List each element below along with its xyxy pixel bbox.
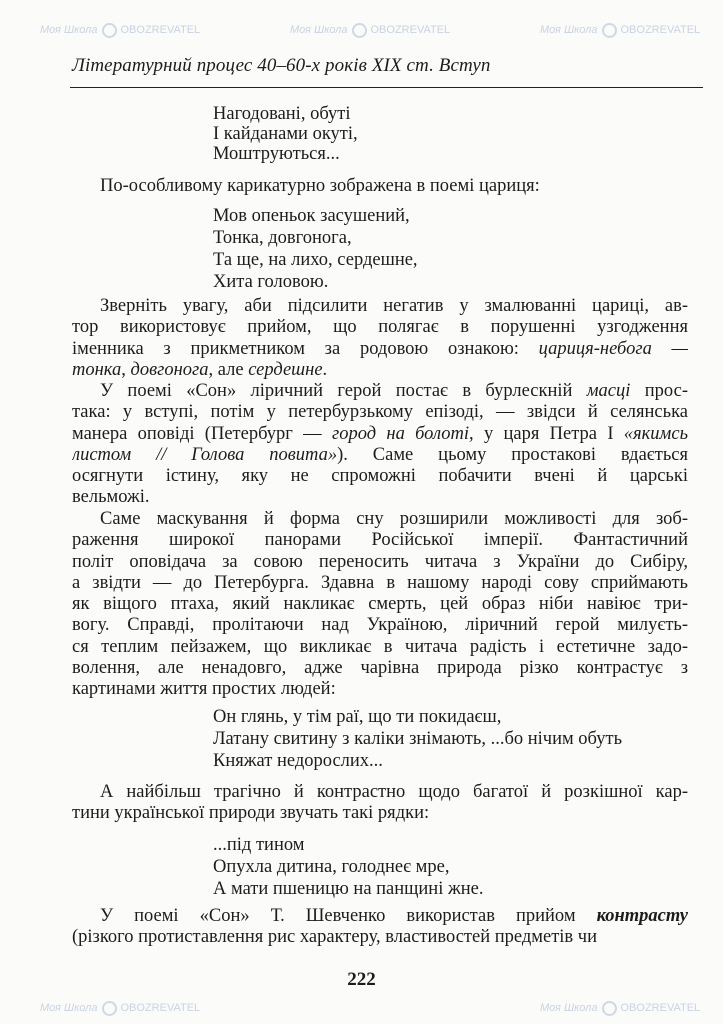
watermark-school: Моя Школа xyxy=(290,24,348,36)
watermark xyxy=(40,1000,200,1016)
verse-line xyxy=(213,124,358,144)
watermark-brand: OBOZREVATEL xyxy=(620,1002,701,1014)
watermark-school: Моя Школа xyxy=(540,24,598,36)
watermark-brand: OBOZREVATEL xyxy=(620,24,701,36)
text: ). Саме цьому простакові вдається xyxy=(337,444,688,465)
verse-line xyxy=(213,750,622,772)
poem-quote xyxy=(213,104,358,164)
text-line xyxy=(72,927,688,948)
text-line xyxy=(72,637,688,658)
text: політ оповідача за совою переносить читача з України до Сибіру, xyxy=(72,551,688,572)
watermark xyxy=(540,22,700,38)
verse-line xyxy=(213,271,418,293)
watermark-school: Моя Школа xyxy=(540,1002,598,1014)
text: прос- xyxy=(630,381,688,401)
text: така: у вступі, потім у петербурзькому епізоді, — звідси й селянська xyxy=(72,402,688,423)
text-line xyxy=(72,296,688,317)
verse-line xyxy=(213,834,484,856)
text: Нагодовані, обуті xyxy=(213,104,351,124)
text: осягнути істину, яку не спроможні побачити вчені й царські xyxy=(72,466,688,487)
text-line xyxy=(72,424,688,445)
verse-line xyxy=(213,249,418,271)
text: як віщого птаха, який накликає смерть, цей образ ніби навіює три- xyxy=(72,594,688,615)
watermark-brand: OBOZREVATEL xyxy=(120,1002,201,1014)
text: Та ще, на лихо, сердешне, xyxy=(213,250,418,270)
text-line xyxy=(72,803,688,824)
text-line xyxy=(72,906,688,927)
watermark xyxy=(40,22,200,38)
italic-text: довгонога xyxy=(130,359,209,380)
text: Тонка, довгонога, xyxy=(213,228,352,248)
text: а звідти — до Петербурга. Здавна в нашому народі сову сприймають xyxy=(72,572,688,593)
poem-quote xyxy=(213,706,622,772)
watermark-brand: OBOZREVATEL xyxy=(370,24,451,36)
italic-text: листом // Голова повита» xyxy=(72,444,338,465)
text-line xyxy=(72,530,688,551)
brand-logo-icon xyxy=(602,1001,617,1016)
poem-quote xyxy=(213,834,484,900)
text-line xyxy=(72,317,688,338)
text: манера оповіді (Петербург — xyxy=(72,423,332,444)
text-line xyxy=(72,658,688,679)
verse-line xyxy=(213,856,484,878)
brand-logo-icon xyxy=(352,23,367,38)
text-line xyxy=(72,381,688,402)
paragraph xyxy=(72,176,688,197)
text: тини української природи звучать такі рядки: xyxy=(72,803,430,824)
italic-text: сердешне xyxy=(248,359,323,380)
text: , але xyxy=(208,359,249,380)
text: Латану свитину з каліки знімають, ...бо нічим обуть xyxy=(213,729,623,749)
text: вогу. Справді, пролітаючи над Україною, ліричний герой милуєть- xyxy=(72,615,688,636)
text: Саме маскування й форма сну розширили можливості для зоб- xyxy=(100,509,688,529)
paragraph xyxy=(72,906,688,949)
text-line xyxy=(72,509,688,530)
text: раження широкої панорами Російської імперії. Фантастичний xyxy=(72,530,688,551)
italic-text: тонка xyxy=(72,359,122,380)
verse-line xyxy=(213,878,484,900)
paragraph xyxy=(72,296,688,381)
text: іменника з прикметником за родовою ознакою: xyxy=(72,338,539,359)
text: У поемі «Сон» Т. Шевченко використав прийом xyxy=(100,906,597,926)
text-line xyxy=(72,360,688,381)
text-line xyxy=(72,679,688,700)
watermark xyxy=(290,22,450,38)
text-line xyxy=(72,594,688,615)
text: Мов опеньок засушений, xyxy=(213,206,410,226)
verse-line xyxy=(213,205,418,227)
text: Княжат недорослих... xyxy=(213,751,383,771)
header-rule xyxy=(70,87,703,88)
text-line xyxy=(72,573,688,594)
paragraph xyxy=(72,381,688,509)
italic-text: цариця-небога — xyxy=(538,338,688,359)
text: (різкого протиставлення рис характеру, властивостей предметів чи xyxy=(72,927,597,948)
text: тор використовує прийом, що полягає в порушенні узгодження xyxy=(72,317,688,338)
italic-text: масці xyxy=(586,381,631,401)
text-line xyxy=(72,176,688,197)
bold-term: контрасту xyxy=(596,906,688,926)
text: картинами життя простих людей: xyxy=(72,679,336,700)
text: По-особливому карикатурно зображена в поемі цариця: xyxy=(100,176,540,196)
text: Опухла дитина, голоднеє мре, xyxy=(213,857,450,877)
text: , у царя Петра І xyxy=(469,423,624,444)
watermark-school: Моя Школа xyxy=(40,1002,98,1014)
text: Зверніть увагу, аби підсилити негатив у змалюванні цариці, ав- xyxy=(100,296,688,316)
text: Моштруються... xyxy=(213,144,340,164)
watermark-school: Моя Школа xyxy=(40,24,98,36)
text: вельможі. xyxy=(72,487,150,508)
text: волення, але ненадовго, адже чарівна природа різко контрастує з xyxy=(72,658,688,679)
text: ся теплим пейзажем, що викликає в читача радість і естетичне задо- xyxy=(72,636,688,657)
text-line xyxy=(72,487,688,508)
text: А мати пшеницю на панщині жне. xyxy=(213,879,484,899)
text-line xyxy=(72,782,688,803)
poem-quote xyxy=(213,205,418,293)
watermark-brand: OBOZREVATEL xyxy=(120,24,201,36)
brand-logo-icon xyxy=(102,23,117,38)
paragraph xyxy=(72,509,688,701)
running-header: Літературний процес 40–60-х років XIX ст. Вступ xyxy=(72,55,491,76)
text-line xyxy=(72,466,688,487)
text-line xyxy=(72,402,688,423)
text: А найбільш трагічно й контрастно щодо багатої й розкішної кар- xyxy=(100,782,688,802)
text: І кайданами окуті, xyxy=(213,124,358,144)
verse-line xyxy=(213,728,622,750)
italic-text: город на болоті xyxy=(332,423,470,444)
verse-line xyxy=(213,706,622,728)
text-line xyxy=(72,615,688,636)
text: Он глянь, у тім раї, що ти покидаєш, xyxy=(213,707,502,727)
text-line xyxy=(72,552,688,573)
text-line xyxy=(72,339,688,360)
italic-text: «якимсь xyxy=(623,423,688,444)
text: ...під тином xyxy=(213,835,305,855)
text-line xyxy=(72,445,688,466)
brand-logo-icon xyxy=(102,1001,117,1016)
brand-logo-icon xyxy=(602,23,617,38)
verse-line xyxy=(213,144,358,164)
paragraph xyxy=(72,782,688,825)
text: У поемі «Сон» ліричний герой постає в бурлескній xyxy=(100,381,587,401)
text: . xyxy=(322,359,328,380)
text: , xyxy=(121,359,131,380)
text: Хита головою. xyxy=(213,272,329,292)
watermark xyxy=(540,1000,700,1016)
verse-line xyxy=(213,227,418,249)
page-number: 222 xyxy=(347,969,376,990)
verse-line xyxy=(213,104,358,124)
